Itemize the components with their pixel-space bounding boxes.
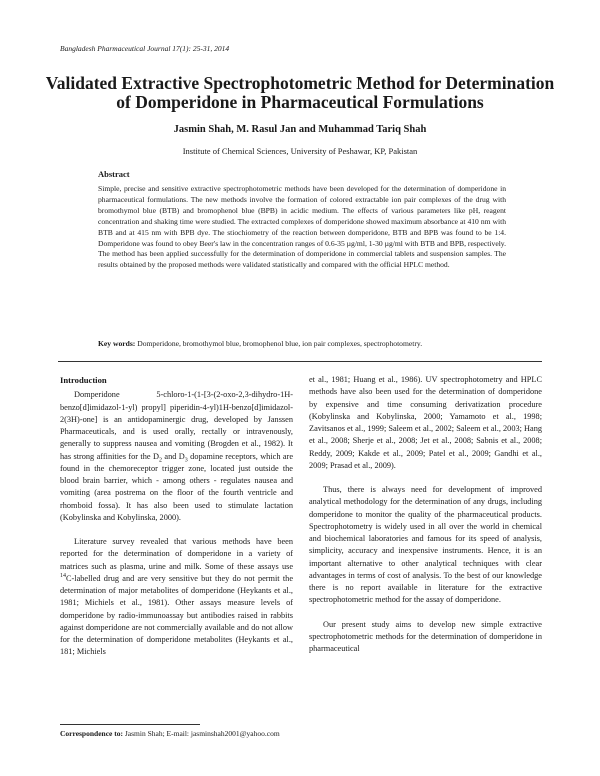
correspondence-text: Jasmin Shah; E-mail: jasminshah2001@yahoo.com xyxy=(122,729,280,738)
footnote-divider xyxy=(60,724,200,725)
intro-paragraph-3: Thus, there is always need for development of improved analytical methodology for the determination of any drugs, including domperidone to monitor the quality of the pharmaceutical products. Spectrophotometry is widely used in all over the world in chemical and biochemical laboratories and famous for its speed of analysis, simplicity, accuracy and inexpensive instruments. Hence, it is an important alternative to other analytical techniques with clear advantages in terms of cost of analysis. To the best of our knowledge there is no report available in literature for the extractive spectrophotometric method for the assay of domperidone. xyxy=(309,485,542,605)
abstract-heading: Abstract xyxy=(98,169,130,179)
correspondence-label: Correspondence to: xyxy=(60,729,123,738)
paper-title: Validated Extractive Spectrophotometric Method for Determination of Domperidone in Pharmaceutical Formulations xyxy=(45,73,555,112)
section-divider xyxy=(58,361,542,362)
intro-paragraph-4: Our present study aims to develop new simple extractive spectrophotometric methods for the determination of domperidone in pharmaceutical xyxy=(309,619,542,653)
introduction-heading: Introduction xyxy=(60,375,107,385)
keywords-text: Domperidone, bromothymol blue, bromophenol blue, ion pair complexes, spectrophotometry. xyxy=(135,339,423,348)
author-list: Jasmin Shah, M. Rasul Jan and Muhammad Tariq Shah xyxy=(173,124,427,135)
correspondence-note xyxy=(60,729,280,738)
keywords xyxy=(98,339,506,348)
right-column xyxy=(309,374,542,655)
intro-paragraph-2-continued: et al., 1981; Huang et al., 1986). UV spectrophotometry and HPLC methods have also been used for the determination of domperidone by expensive and time consuming derivatization procedure (Kobylinska and Kobylinska, 2000; Yamamoto et al., 1998; Zavitsanos et al., 1999; Saleem et al., 2002; Saleem et al., 2003; Hang et al., 2008; Sherje et al., 2008; Jet et al., 2008; Sabnis et al., 2008; Reddy, 2009; Kakde et al., 2009; Patel et al., 2009; Gandhi et al., 2009; Prasad et al., 2009). xyxy=(309,375,542,470)
left-column xyxy=(60,374,293,659)
abstract-text: Simple, precise and sensitive extractive spectrophotometric methods have been developed for the determination of domperidone in pharmaceutical formulations. The new methods involve the formation of colored extractable ion pair complexes of the drug with bromothymol blue (BTB) and bromophenol blue (BPB) in acidic medium. The effects of various parameters like pH, reagent concentration and shaking time were studied. The extracted complexes of domperidone showed maximum absorbance at 410 nm with BTB and at 415 nm with BPB dye. The stiochiometry of the reaction between domperidone, BTB and BPB was found to be 1:4. Domperidone was found to obey Beer's law in the concentration ranges of 0.6-35 µg/ml, 1-30 µg/ml with BTB and BPB, respectively. The method has been applied successfully for the determination of domperidone in commercial tablets and suspension samples. The results obtained by the proposed methods were validated statistically and compared with the official HPLC method. xyxy=(98,184,506,270)
intro-paragraph-1: Domperidone 5-chloro-1-(1-[3-(2-oxo-2,3-dihydro-1H-benzo[d]imidazol-1-yl) propyl] piperidin-4-yl)1H-benzo[d]imidazol-2(3H)-one] is an antidopaminergic drug, developed by Janssen Pharmaceuticals, and is used orally, rectally or intravenously, generally to suppress nausea and vomiting (Brogden et al., 1982). It has strong affinities for the $D_2$ and $D_3$ dopamine receptors, which are found in the chemoreceptor trigger zone, located just outside the blood brain barrier, which - among others - regulates nausea and vomiting (area postrema on the floor of the fourth ventricle and rhomboid fossa). It has also been used to stimulate lactation (Kobylinska and Kobylinska, 2000). xyxy=(60,390,294,522)
running-head: Bangladesh Pharmaceutical Journal 17(1): 25-31, 2014 xyxy=(60,44,230,53)
affiliation: Institute of Chemical Sciences, University of Peshawar, KP, Pakistan xyxy=(182,146,418,156)
intro-paragraph-2: Literature survey revealed that various methods have been reported for the determination of domperidone in a variety of matrices such as plasma, urine and milk. Some of these assays use $^{14}$C-labelled drug and are very sensitive but they do not permit the determination of major metabolites of domperidone (Heykants et al., 1981; Michiels et al., 1981). Other assays measure levels of domperidone by radio-immunoassay but antibodies raised in rabbits against domperidone are not commercially available and do not allow for the determination of domperidone metabolites (Heykants et al., 181; Michiels xyxy=(60,537,293,657)
keywords-label: Key words: xyxy=(98,339,136,348)
